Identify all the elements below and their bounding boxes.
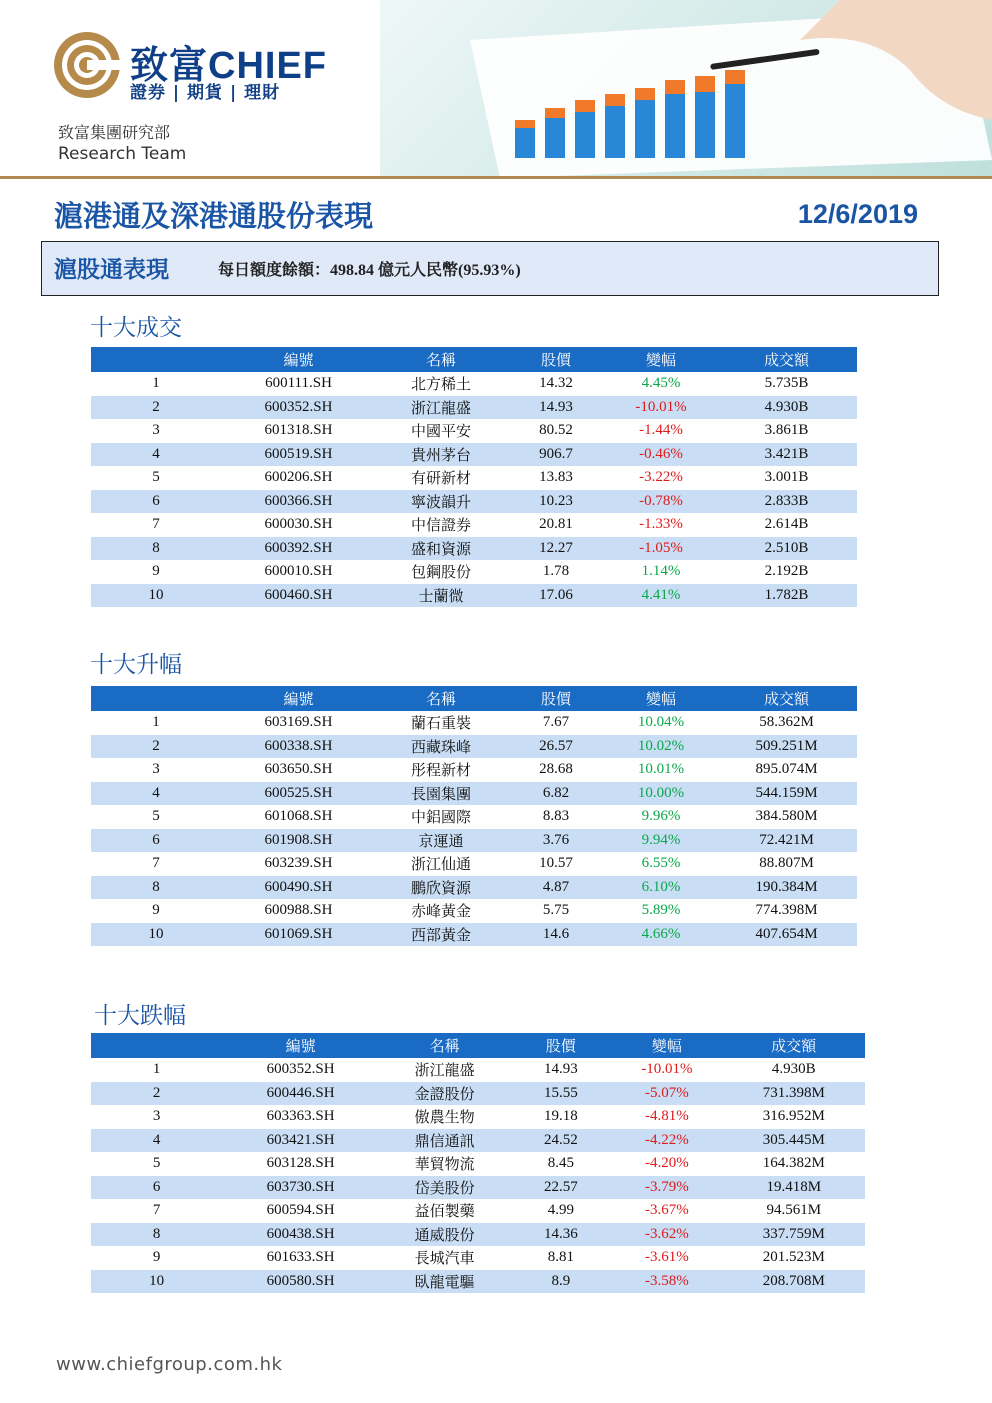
cell-name: 臥龍電驅 <box>379 1270 510 1294</box>
cell-name: 北方稀土 <box>410 375 471 394</box>
cell-name: 赤峰黃金 <box>410 902 471 921</box>
column-header-code: 編號 <box>222 1033 379 1058</box>
cell-change: 4.41% <box>606 584 716 608</box>
cell-code: 600490.SH <box>221 876 376 900</box>
cell-turnover: 895.074M <box>755 761 818 778</box>
cell-name: 中鋁國際 <box>410 808 471 827</box>
cell-turnover: 337.759M <box>722 1223 865 1247</box>
table-row <box>91 443 857 467</box>
cell-turnover: 316.952M <box>762 1108 825 1125</box>
cell-rank: 3 <box>152 1108 161 1125</box>
cell-name: 長城汽車 <box>414 1249 475 1268</box>
cell-code: 600030.SH <box>264 516 333 533</box>
cell-name: 金證股份 <box>379 1082 510 1106</box>
quota-title: 滬股通表現 <box>54 257 169 283</box>
quota-balance: 每日額度餘額：498.84 億元人民幣(95.93%) <box>218 262 521 279</box>
column-header-name: 名稱 <box>379 1033 510 1058</box>
cell-name: 岱美股份 <box>379 1176 510 1200</box>
table-row <box>91 584 857 608</box>
cell-price: 14.32 <box>539 375 573 392</box>
cell-name: 士蘭微 <box>376 584 506 608</box>
table-row <box>91 711 857 735</box>
cell-name: 寧波韻升 <box>376 490 506 514</box>
cell-rank: 8 <box>91 876 221 900</box>
cell-name: 華貿物流 <box>414 1155 475 1174</box>
cell-rank: 5 <box>152 808 160 825</box>
cell-turnover: 1.782B <box>716 584 857 608</box>
column-header-turnover: 成交額 <box>716 347 857 372</box>
table-row <box>91 876 857 900</box>
brand-services: 證券 | 期貨 | 理財 <box>130 83 281 103</box>
cell-price: 8.45 <box>547 1155 574 1172</box>
chief-logo-icon <box>52 30 122 100</box>
cell-change: 9.94% <box>606 829 716 853</box>
cell-name: 益佰製藥 <box>414 1202 475 1221</box>
cell-change: -3.61% <box>645 1249 689 1266</box>
cell-rank: 6 <box>91 490 221 514</box>
cell-turnover: 2.192B <box>764 563 809 580</box>
cell-rank: 10 <box>91 1270 222 1294</box>
cell-change: 9.96% <box>641 808 681 825</box>
cell-price: 6.82 <box>506 782 606 806</box>
cell-turnover: 2.510B <box>716 537 857 561</box>
cell-price: 1.78 <box>542 563 570 580</box>
cell-rank: 6 <box>91 1176 222 1200</box>
column-header-price: 股價 <box>510 1033 611 1058</box>
cell-price: 19.18 <box>543 1108 578 1125</box>
header-divider <box>0 176 992 179</box>
cell-name: 通威股份 <box>379 1223 510 1247</box>
cell-rank: 1 <box>152 714 160 731</box>
cell-name: 傲農生物 <box>414 1108 475 1127</box>
cell-change: -3.67% <box>645 1202 689 1219</box>
cell-turnover: 58.362M <box>759 714 814 731</box>
cell-rank: 1 <box>152 1061 161 1078</box>
table-row <box>91 1129 865 1153</box>
cell-price: 10.57 <box>539 855 573 872</box>
table-row <box>91 419 857 443</box>
cell-name: 貴州茅台 <box>376 443 506 467</box>
cell-change: -5.07% <box>611 1082 722 1106</box>
cell-code: 600392.SH <box>221 537 376 561</box>
cell-price: 26.57 <box>506 735 606 759</box>
cell-turnover: 4.930B <box>771 1061 816 1078</box>
cell-change: 5.89% <box>641 902 681 919</box>
cell-price: 28.68 <box>539 761 573 778</box>
cell-turnover: 19.418M <box>722 1176 865 1200</box>
research-team: Research Team <box>58 144 187 164</box>
cell-rank: 9 <box>152 1249 161 1266</box>
cell-name: 長園集團 <box>376 782 506 806</box>
table-row <box>91 396 857 420</box>
column-header-turnover: 成交額 <box>716 686 857 711</box>
top-turnover-table <box>91 347 857 607</box>
section-title-top-gainers: 十大升幅 <box>90 652 182 678</box>
column-header-code: 編號 <box>221 686 376 711</box>
cell-rank: 7 <box>152 855 160 872</box>
table-row <box>91 1152 865 1176</box>
cell-turnover: 407.654M <box>716 923 857 947</box>
cell-code: 600352.SH <box>266 1061 335 1078</box>
cell-price: 15.55 <box>510 1082 611 1106</box>
cell-name: 浙江龍盛 <box>414 1061 475 1080</box>
cell-turnover: 509.251M <box>716 735 857 759</box>
cell-price: 8.83 <box>542 808 570 825</box>
footer-website: www.chiefgroup.com.hk <box>56 1354 283 1375</box>
table-row <box>91 1246 865 1270</box>
cell-price: 80.52 <box>539 422 573 439</box>
column-header-price: 股價 <box>506 686 606 711</box>
column-header-change: 變幅 <box>611 1033 722 1058</box>
cell-price: 906.7 <box>506 443 606 467</box>
cell-rank: 9 <box>152 563 160 580</box>
cell-rank: 7 <box>152 516 160 533</box>
cell-code: 600206.SH <box>264 469 333 486</box>
cell-name: 西藏珠峰 <box>376 735 506 759</box>
cell-price: 14.93 <box>506 396 606 420</box>
cell-code: 600010.SH <box>264 563 333 580</box>
cell-price: 4.99 <box>547 1202 574 1219</box>
table-row <box>91 758 857 782</box>
cell-change: -4.20% <box>645 1155 689 1172</box>
section-title-top-turnover: 十大成交 <box>90 315 182 341</box>
cell-turnover: 774.398M <box>755 902 818 919</box>
table-header-row <box>91 347 857 372</box>
cell-turnover: 3.001B <box>764 469 809 486</box>
cell-rank: 9 <box>152 902 160 919</box>
cell-rank: 10 <box>91 584 221 608</box>
column-header-code: 編號 <box>221 347 376 372</box>
cell-code: 601633.SH <box>266 1249 335 1266</box>
cell-change: 6.55% <box>641 855 681 872</box>
table-row <box>91 899 857 923</box>
cell-price: 22.57 <box>510 1176 611 1200</box>
cell-change: -3.79% <box>611 1176 722 1200</box>
cell-turnover: 72.421M <box>716 829 857 853</box>
table-row <box>91 782 857 806</box>
cell-turnover: 2.833B <box>716 490 857 514</box>
cell-code: 603650.SH <box>264 761 333 778</box>
chart-photo-illustration <box>440 0 992 178</box>
cell-price: 8.81 <box>547 1249 574 1266</box>
cell-code: 600366.SH <box>221 490 376 514</box>
cell-price: 12.27 <box>506 537 606 561</box>
cell-price: 5.75 <box>542 902 570 919</box>
table-row <box>91 1105 865 1129</box>
table-row <box>91 923 857 947</box>
cell-code: 603421.SH <box>222 1129 379 1153</box>
cell-turnover: 88.807M <box>759 855 814 872</box>
table-row <box>91 513 857 537</box>
column-header-rank <box>91 1033 222 1058</box>
table-header-row <box>91 686 857 711</box>
cell-change: -3.22% <box>639 469 683 486</box>
cell-change: -10.01% <box>641 1061 693 1078</box>
cell-code: 600580.SH <box>222 1270 379 1294</box>
report-header <box>0 0 992 178</box>
cell-name: 浙江仙通 <box>410 855 471 874</box>
cell-name: 蘭石重裝 <box>410 714 471 733</box>
cell-change: 10.02% <box>606 735 716 759</box>
cell-change: 4.66% <box>606 923 716 947</box>
cell-price: 3.76 <box>506 829 606 853</box>
cell-code: 601069.SH <box>221 923 376 947</box>
section-title-top-losers: 十大跌幅 <box>94 1003 186 1029</box>
cell-rank: 10 <box>91 923 221 947</box>
cell-name: 中國平安 <box>410 422 471 441</box>
cell-turnover: 544.159M <box>716 782 857 806</box>
cell-change: -1.33% <box>639 516 683 533</box>
cell-turnover: 731.398M <box>722 1082 865 1106</box>
table-row <box>91 1082 865 1106</box>
cell-rank: 8 <box>91 1223 222 1247</box>
cell-change: 6.10% <box>606 876 716 900</box>
cell-price: 20.81 <box>539 516 573 533</box>
table-row <box>91 1223 865 1247</box>
cell-change: 10.04% <box>637 714 685 731</box>
table-row <box>91 1199 865 1223</box>
cell-turnover: 4.930B <box>716 396 857 420</box>
cell-rank: 2 <box>91 735 221 759</box>
cell-change: 4.45% <box>641 375 681 392</box>
cell-rank: 1 <box>152 375 160 392</box>
top-gainers-table <box>91 686 857 946</box>
cell-price: 14.36 <box>510 1223 611 1247</box>
table-row <box>91 852 857 876</box>
table-row <box>91 372 857 396</box>
cell-change: -3.58% <box>611 1270 722 1294</box>
cell-name: 有研新材 <box>410 469 471 488</box>
cell-code: 600519.SH <box>221 443 376 467</box>
cell-rank: 6 <box>91 829 221 853</box>
column-header-rank <box>91 686 221 711</box>
cell-turnover: 3.421B <box>716 443 857 467</box>
cell-name: 彤程新材 <box>410 761 471 780</box>
cell-rank: 4 <box>91 1129 222 1153</box>
column-header-change: 變幅 <box>606 686 716 711</box>
cell-name: 浙江龍盛 <box>376 396 506 420</box>
column-header-rank <box>91 347 221 372</box>
cell-price: 8.9 <box>510 1270 611 1294</box>
cell-change: 1.14% <box>641 563 681 580</box>
brand-name: 致富CHIEF <box>130 45 328 87</box>
cell-code: 603239.SH <box>264 855 333 872</box>
column-header-turnover: 成交額 <box>722 1033 865 1058</box>
cell-code: 600111.SH <box>265 375 332 392</box>
cell-code: 601068.SH <box>264 808 333 825</box>
cell-code: 600525.SH <box>221 782 376 806</box>
cell-change: -0.78% <box>606 490 716 514</box>
cell-price: 13.83 <box>539 469 573 486</box>
cell-name: 西部黃金 <box>376 923 506 947</box>
cell-change: -10.01% <box>606 396 716 420</box>
cell-turnover: 384.580M <box>755 808 818 825</box>
table-row <box>91 1058 865 1082</box>
cell-change: -1.05% <box>606 537 716 561</box>
cell-rank: 2 <box>91 1082 222 1106</box>
column-header-price: 股價 <box>506 347 606 372</box>
top-losers-table <box>91 1033 865 1293</box>
cell-code: 600338.SH <box>221 735 376 759</box>
cell-code: 603128.SH <box>266 1155 335 1172</box>
cell-rank: 5 <box>152 1155 161 1172</box>
table-row <box>91 560 857 584</box>
cell-code: 603730.SH <box>222 1176 379 1200</box>
cell-turnover: 5.735B <box>764 375 809 392</box>
cell-turnover: 201.523M <box>762 1249 825 1266</box>
quota-panel <box>41 241 939 296</box>
table-row <box>91 490 857 514</box>
column-header-change: 變幅 <box>606 347 716 372</box>
cell-name: 京運通 <box>376 829 506 853</box>
cell-change: -0.46% <box>606 443 716 467</box>
cell-rank: 4 <box>91 443 221 467</box>
cell-price: 24.52 <box>510 1129 611 1153</box>
cell-code: 600352.SH <box>221 396 376 420</box>
cell-code: 600988.SH <box>264 902 333 919</box>
report-date: 12/6/2019 <box>797 199 918 229</box>
cell-code: 603363.SH <box>266 1108 335 1125</box>
table-row <box>91 829 857 853</box>
cell-rank: 4 <box>91 782 221 806</box>
table-row <box>91 805 857 829</box>
cell-rank: 3 <box>152 761 160 778</box>
cell-change: -4.81% <box>645 1108 689 1125</box>
cell-price: 14.6 <box>506 923 606 947</box>
cell-turnover: 164.382M <box>762 1155 825 1172</box>
cell-code: 600594.SH <box>266 1202 335 1219</box>
cell-turnover: 208.708M <box>722 1270 865 1294</box>
cell-change: 10.01% <box>637 761 685 778</box>
cell-name: 鵬欣資源 <box>376 876 506 900</box>
page-title: 滬港通及深港通股份表現 <box>54 199 374 233</box>
table-row <box>91 1270 865 1294</box>
cell-rank: 3 <box>152 422 160 439</box>
cell-price: 17.06 <box>506 584 606 608</box>
cell-change: -3.62% <box>611 1223 722 1247</box>
cell-turnover: 190.384M <box>716 876 857 900</box>
cell-code: 600438.SH <box>222 1223 379 1247</box>
cell-name: 鼎信通訊 <box>379 1129 510 1153</box>
cell-turnover: 2.614B <box>764 516 809 533</box>
research-department: 致富集團研究部 <box>58 123 171 142</box>
table-header-row <box>91 1033 865 1058</box>
column-header-name: 名稱 <box>376 686 506 711</box>
cell-code: 600446.SH <box>222 1082 379 1106</box>
cell-price: 4.87 <box>506 876 606 900</box>
cell-price: 7.67 <box>542 714 570 731</box>
cell-code: 601908.SH <box>221 829 376 853</box>
cell-name: 包鋼股份 <box>410 563 471 582</box>
cell-rank: 7 <box>152 1202 161 1219</box>
cell-change: 10.00% <box>606 782 716 806</box>
cell-rank: 2 <box>91 396 221 420</box>
table-row <box>91 1176 865 1200</box>
table-row <box>91 537 857 561</box>
cell-price: 10.23 <box>506 490 606 514</box>
cell-code: 603169.SH <box>264 714 333 731</box>
cell-change: -4.22% <box>611 1129 722 1153</box>
table-row <box>91 735 857 759</box>
cell-price: 14.93 <box>543 1061 578 1078</box>
cell-code: 601318.SH <box>264 422 333 439</box>
cell-name: 盛和資源 <box>376 537 506 561</box>
cell-code: 600460.SH <box>221 584 376 608</box>
cell-turnover: 305.445M <box>722 1129 865 1153</box>
cell-rank: 5 <box>152 469 160 486</box>
cell-change: -1.44% <box>639 422 683 439</box>
cell-turnover: 3.861B <box>764 422 809 439</box>
cell-rank: 8 <box>91 537 221 561</box>
column-header-name: 名稱 <box>376 347 506 372</box>
cell-turnover: 94.561M <box>766 1202 822 1219</box>
cell-name: 中信證券 <box>410 516 471 535</box>
table-row <box>91 466 857 490</box>
